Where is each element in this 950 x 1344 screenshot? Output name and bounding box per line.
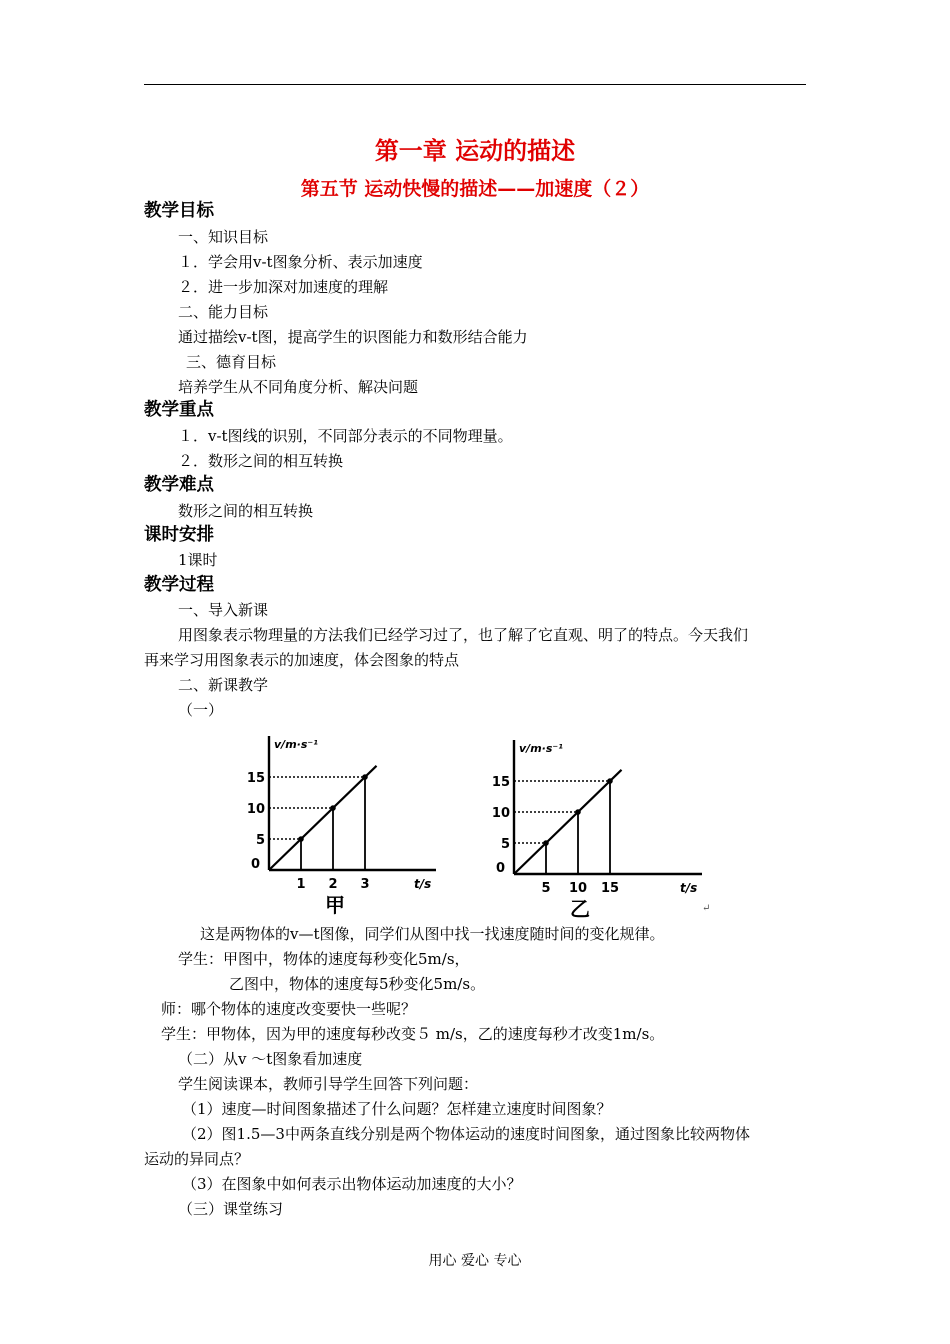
question-2-line-1: （2）图1.5—3中两条直线分别是两个物体运动的速度时间图象，通过图象比较两物体 — [182, 1125, 750, 1143]
y-axis-label: v/m·s⁻¹ — [274, 738, 318, 751]
ability-objectives: 二、能力目标 — [178, 303, 269, 321]
key-point-1: １．v-t图线的识别，不同部分表示的不同物理量。 — [178, 427, 513, 445]
process-heading: 教学过程 — [144, 575, 214, 595]
x-axis-label: t/s — [414, 877, 432, 891]
data-point — [298, 836, 304, 842]
x-tick-label: 10 — [568, 881, 588, 896]
footer-text: 用心 爱心 专心 — [428, 1253, 522, 1269]
knowledge-objectives: 一、知识目标 — [178, 228, 269, 246]
vt-chart-jia — [244, 728, 444, 918]
text-line-d: 师：哪个物体的速度改变要快一些呢？ — [161, 1000, 417, 1018]
part-3-heading: （三）课堂练习 — [178, 1200, 284, 1218]
origin-label: 0 — [496, 861, 506, 876]
header-rule — [144, 84, 806, 85]
part-2-heading: （二）从v ～t图象看加速度 — [178, 1050, 363, 1068]
objectives-heading: 教学目标 — [144, 201, 214, 221]
difficulty-text: 数形之间的相互转换 — [178, 502, 314, 520]
chapter-title: 第一章 运动的描述 — [374, 137, 576, 165]
x-tick-label: 2 — [328, 877, 338, 892]
x-axis-label: t/s — [680, 881, 698, 895]
text-line-b: 学生：甲图中，物体的速度每秒变化5m/s， — [178, 950, 470, 968]
origin-label: 0 — [251, 857, 261, 872]
y-tick-label: 5 — [255, 833, 265, 848]
y-axis-label: v/m·s⁻¹ — [519, 742, 563, 755]
text-line-c: 乙图中，物体的速度每5秒变化5m/s。 — [229, 975, 486, 993]
new-lesson-heading: 二、新课教学 — [178, 676, 269, 694]
ability-text: 通过描绘v-t图，提高学生的识图能力和数形结合能力 — [178, 328, 528, 346]
y-tick-label: 5 — [500, 837, 510, 852]
moral-text: 培养学生从不同角度分析、解决问题 — [178, 378, 419, 396]
key-points-heading: 教学重点 — [144, 400, 214, 420]
key-point-2: ２．数形之间的相互转换 — [178, 452, 344, 470]
text-line-e: 学生：甲物体，因为甲的速度每秒改变５ m/s，乙的速度每秒才改变1m/s。 — [161, 1025, 665, 1043]
schedule-text: 1课时 — [178, 551, 218, 569]
data-point — [543, 840, 549, 846]
question-2-line-2: 运动的异同点？ — [144, 1150, 250, 1168]
chart-caption: 乙 — [570, 897, 590, 921]
x-tick-label: 15 — [600, 881, 620, 896]
part-1-label: （一） — [178, 701, 224, 719]
difficulty-heading: 教学难点 — [144, 475, 214, 495]
chart-caption: 甲 — [325, 893, 345, 917]
knowledge-item-1: １．学会用v-t图象分析、表示加速度 — [178, 253, 423, 271]
intro-paragraph-line-2: 再来学习用图象表示的加速度，体会图象的特点 — [144, 651, 460, 669]
schedule-heading: 课时安排 — [144, 525, 214, 545]
vt-chart-yi — [490, 732, 710, 922]
data-point — [330, 805, 336, 811]
y-tick-label: 10 — [491, 806, 510, 821]
y-tick-label: 15 — [246, 771, 265, 786]
paragraph-mark: ↵ — [702, 903, 711, 914]
x-tick-label: 5 — [541, 881, 551, 896]
text-line-f: 学生阅读课本，教师引导学生回答下列问题： — [178, 1075, 479, 1093]
series-line — [269, 766, 377, 870]
question-3: （3）在图象中如何表示出物体运动加速度的大小？ — [182, 1175, 522, 1193]
text-line-a: 这是两物体的v—t图像，同学们从图中找一找速度随时间的变化规律。 — [200, 925, 665, 943]
section-title: 第五节 运动快慢的描述——加速度（２） — [300, 178, 650, 200]
knowledge-item-2: ２．进一步加深对加速度的理解 — [178, 278, 389, 296]
data-point — [575, 809, 581, 815]
series-line — [514, 770, 622, 874]
y-tick-label: 15 — [491, 775, 510, 790]
x-tick-label: 3 — [360, 877, 370, 892]
y-tick-label: 10 — [246, 802, 265, 817]
intro-paragraph-line-1: 用图象表示物理量的方法我们已经学习过了，也了解了它直观、明了的特点。今天我们 — [178, 626, 749, 644]
data-point — [362, 774, 368, 780]
question-1: （1）速度—时间图象描述了什么问题？怎样建立速度时间图象？ — [182, 1100, 612, 1118]
x-tick-label: 1 — [296, 877, 306, 892]
moral-objectives: 三、德育目标 — [186, 353, 277, 371]
data-point — [607, 778, 613, 784]
intro-heading: 一、导入新课 — [178, 601, 269, 619]
